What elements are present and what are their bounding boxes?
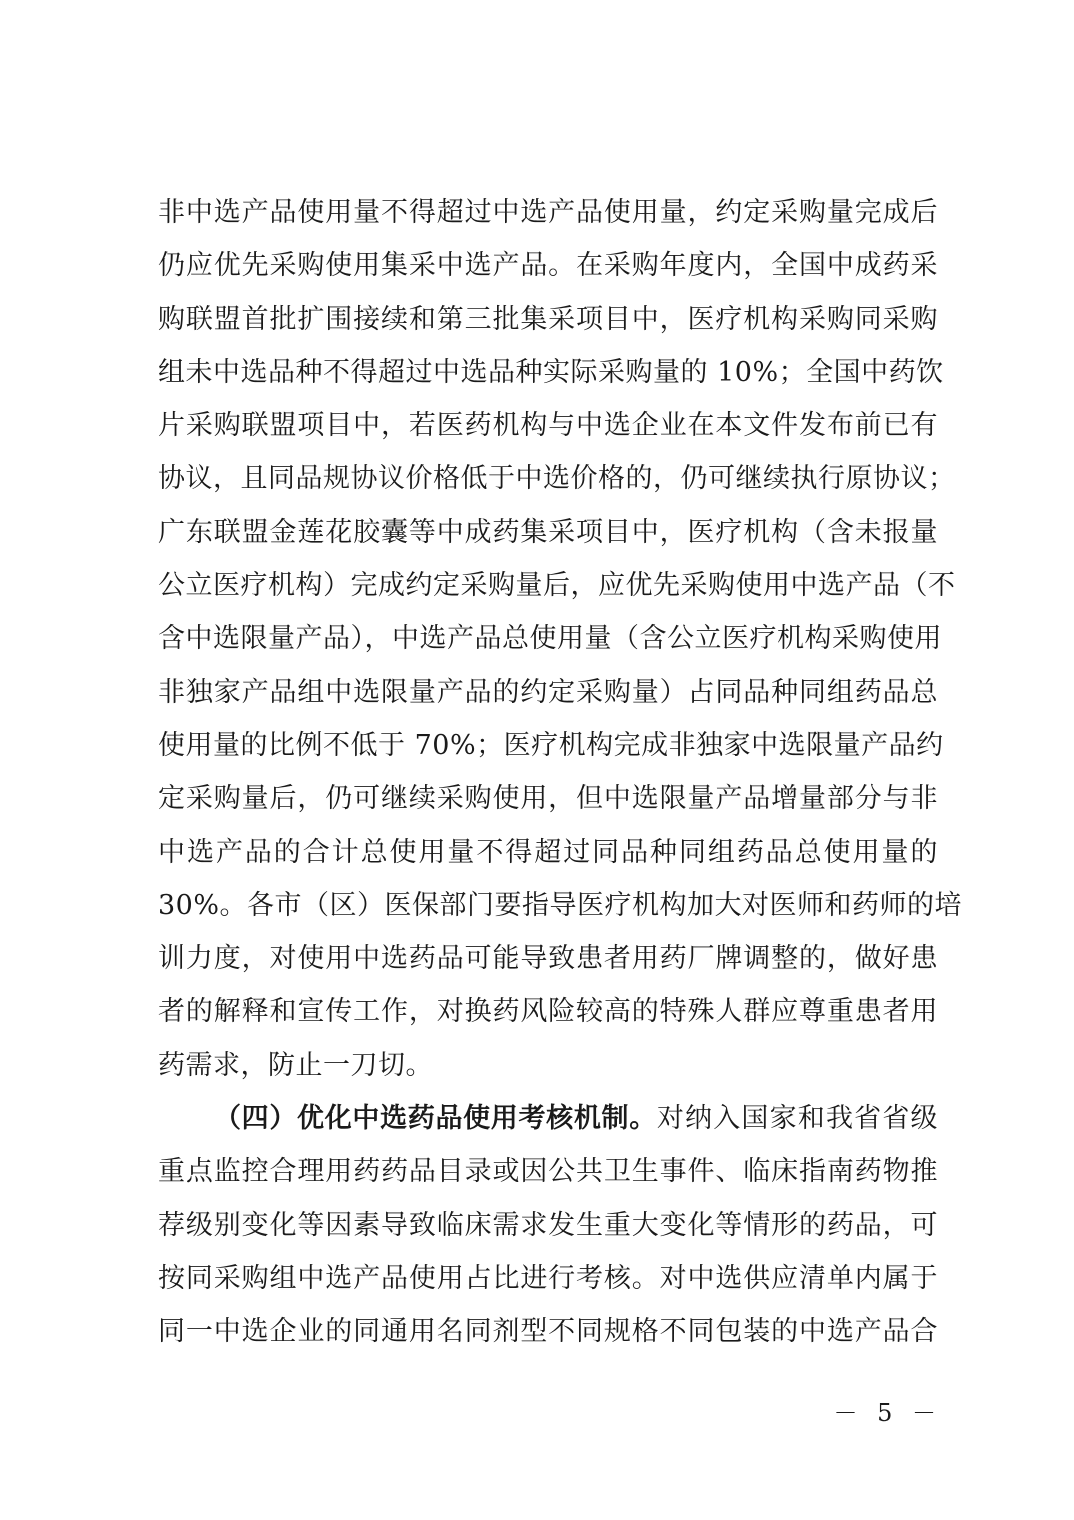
text-line: 定采购量后，仍可继续采购使用，但中选限量产品增量部分与非 <box>158 783 938 815</box>
text-line: 中选产品的合计总使用量不得超过同品种同组药品总使用量的 <box>158 836 938 868</box>
text-line: 非独家产品组中选限量产品的约定采购量）占同品种同组药品总 <box>158 676 938 708</box>
text-line: 药需求，防止一刀切。 <box>158 1049 433 1081</box>
text-line: 训力度，对使用中选药品可能导致患者用药厂牌调整的，做好患 <box>158 943 938 975</box>
text-line: 重点监控合理用药药品目录或因公共卫生事件、临床指南药物推 <box>158 1156 938 1188</box>
text-fragment: 对纳入国家和我省省级 <box>656 1103 939 1135</box>
text-line: 片采购联盟项目中，若医药机构与中选企业在本文件发布前已有 <box>158 410 938 442</box>
text-line: 非中选产品使用量不得超过中选产品使用量，约定采购量完成后 <box>158 197 938 228</box>
text-line: 仍应优先采购使用集采中选产品。在采购年度内，全国中成药采 <box>158 250 938 282</box>
text-line: 按同采购组中选产品使用占比进行考核。对中选供应清单内属于 <box>158 1262 938 1294</box>
text-line: 含中选限量产品），中选产品总使用量（含公立医疗机构采购使用 <box>158 623 942 655</box>
text-line: 使用量的比例不低于 70%；医疗机构完成非独家中选限量产品约 <box>158 729 944 761</box>
text-line: 者的解释和宣传工作，对换药风险较高的特殊人群应尊重患者用 <box>158 996 938 1028</box>
text-line: 购联盟首批扩围接续和第三批集采项目中，医疗机构采购同采购 <box>158 303 938 335</box>
text-line: 公立医疗机构）完成约定采购量后，应优先采购使用中选产品（不 <box>158 570 956 602</box>
section-first-line <box>158 1092 938 1145</box>
body-text <box>158 186 963 1359</box>
section-heading: （四）优化中选药品使用考核机制。 <box>214 1103 657 1135</box>
text-line: 同一中选企业的同通用名同剂型不同规格不同包装的中选产品合 <box>158 1316 938 1348</box>
page-number: － 5 － <box>833 1399 942 1427</box>
text-line: 30%。各市（区）医保部门要指导医疗机构加大对医师和药师的培 <box>158 889 963 921</box>
text-line: 荐级别变化等因素导致临床需求发生重大变化等情形的药品，可 <box>158 1209 938 1241</box>
text-line: 广东联盟金莲花胶囊等中成药集采项目中，医疗机构（含未报量 <box>158 516 938 548</box>
text-line: 协议，且同品规协议价格低于中选价格的，仍可继续执行原协议； <box>158 463 956 495</box>
text-line: 组未中选品种不得超过中选品种实际采购量的 10%；全国中药饮 <box>158 356 944 388</box>
